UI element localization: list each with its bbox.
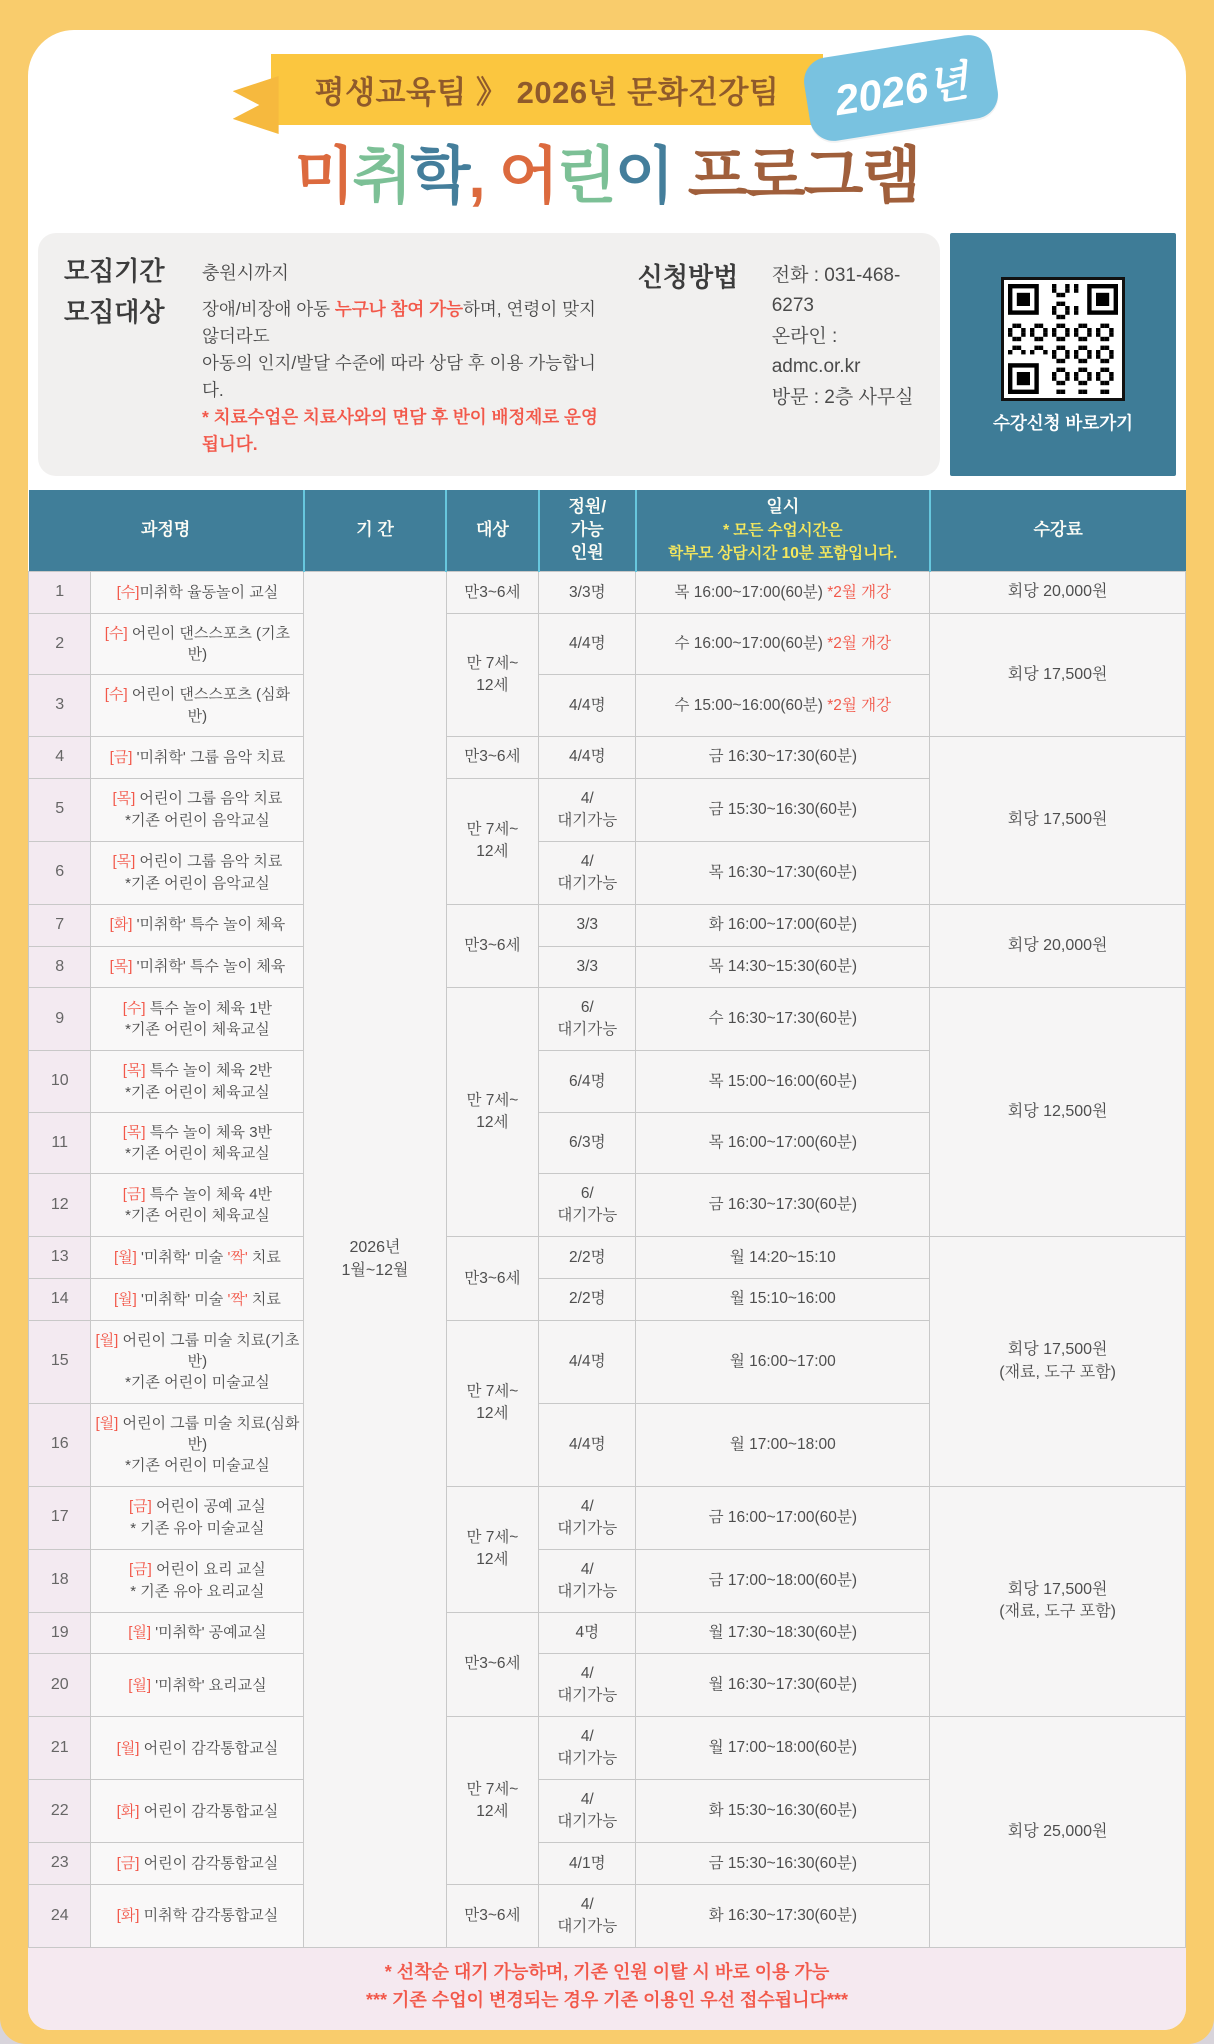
capacity-cell: 4/ 대기가능 — [539, 1885, 636, 1948]
footer-note — [28, 1948, 1186, 2030]
recruit-period-value: 충원시까지 — [202, 263, 289, 284]
schedule-time-cell: 월 16:30~17:30(60분) — [636, 1654, 930, 1717]
row-number-cell: 11 — [29, 1112, 91, 1174]
schedule-time-cell: 목 14:30~15:30(60분) — [636, 946, 930, 988]
capacity-cell: 3/3 — [539, 904, 636, 946]
capacity-cell: 4/4명 — [539, 675, 636, 737]
course-name-cell: [월] 어린이 그룹 미술 치료(심화반) *기존 어린이 미술교실 — [91, 1403, 304, 1486]
target-cell: 만3~6세 — [446, 904, 539, 987]
schedule-time-cell: 수 16:00~17:00(60분) *2월 개강 — [636, 613, 930, 675]
course-name-cell: [금] 특수 놀이 체육 4반 *기존 어린이 체육교실 — [91, 1174, 304, 1237]
target-cell: 만 7세~ 12세 — [446, 988, 539, 1237]
course-name-cell: [금] 어린이 공예 교실 * 기존 유아 미술교실 — [91, 1486, 304, 1549]
fee-cell: 회당 17,500원 — [930, 737, 1186, 905]
schedule-time-cell: 월 17:30~18:30(60분) — [636, 1612, 930, 1654]
target-cell: 만3~6세 — [446, 572, 539, 614]
table-row — [29, 1237, 1186, 1279]
capacity-cell: 4/ 대기가능 — [539, 1549, 636, 1612]
apply-method-lines: 전화 : 031-468-6273 온라인 : admc.or.kr 방문 : 2층 사무실 — [771, 265, 914, 408]
row-number-cell: 5 — [29, 778, 91, 841]
course-name-cell: [금] 어린이 감각통합교실 — [91, 1843, 304, 1885]
fee-cell: 회당 12,500원 — [930, 988, 1186, 1237]
row-number-cell: 13 — [29, 1237, 91, 1279]
content-card — [28, 30, 1186, 2030]
course-name-cell: [월] '미취학' 미술 '짝' 치료 — [91, 1237, 304, 1279]
row-number-cell: 24 — [29, 1885, 91, 1948]
schedule-time-cell: 월 14:20~15:10 — [636, 1237, 930, 1279]
schedule-time-cell: 금 17:00~18:00(60분) — [636, 1549, 930, 1612]
row-number-cell: 7 — [29, 904, 91, 946]
footer-note-line: *** 기존 수업이 변경되는 경우 기존 이용인 우선 접수됩니다*** — [366, 1989, 848, 2010]
row-number-cell: 20 — [29, 1654, 91, 1717]
course-name-cell: [목] 어린이 그룹 음악 치료 *기존 어린이 음악교실 — [91, 778, 304, 841]
schedule-time-cell: 목 16:30~17:30(60분) — [636, 841, 930, 904]
schedule-time-cell: 월 16:00~17:00 — [636, 1320, 930, 1403]
table-body — [29, 572, 1186, 1948]
capacity-cell: 2/2명 — [539, 1237, 636, 1279]
capacity-cell: 6/3명 — [539, 1112, 636, 1174]
course-name-cell: [월] 어린이 그룹 미술 치료(기초반) *기존 어린이 미술교실 — [91, 1320, 304, 1403]
capacity-cell: 4/ 대기가능 — [539, 1486, 636, 1549]
table-row — [29, 1717, 1186, 1780]
schedule-time-cell: 금 16:30~17:30(60분) — [636, 1174, 930, 1237]
capacity-cell: 3/3명 — [539, 572, 636, 614]
schedule-time-cell: 월 17:00~18:00 — [636, 1403, 930, 1486]
row-number-cell: 2 — [29, 613, 91, 675]
target-cell: 만3~6세 — [446, 737, 539, 779]
capacity-cell: 4/ 대기가능 — [539, 1780, 636, 1843]
header-cell-datetime: 일시 * 모든 수업시간은 학부모 상담시간 10분 포함입니다. — [636, 490, 930, 571]
table-row — [29, 613, 1186, 675]
course-name-cell: [수] 특수 놀이 체육 1반 *기존 어린이 체육교실 — [91, 988, 304, 1051]
period-cell: 2026년 1월~12월 — [304, 572, 446, 1948]
header-cell-target: 대상 — [446, 490, 539, 571]
course-name-cell: [금] '미취학' 그룹 음악 치료 — [91, 737, 304, 779]
row-number-cell: 12 — [29, 1174, 91, 1237]
capacity-cell: 4/4명 — [539, 613, 636, 675]
row-number-cell: 1 — [29, 572, 91, 614]
capacity-cell: 4/ 대기가능 — [539, 841, 636, 904]
row-number-cell: 16 — [29, 1403, 91, 1486]
row-number-cell: 8 — [29, 946, 91, 988]
fee-cell: 회당 17,500원 — [930, 613, 1186, 736]
schedule-time-cell: 월 15:10~16:00 — [636, 1279, 930, 1321]
course-name-cell: [화] 미취학 감각통합교실 — [91, 1885, 304, 1948]
row-number-cell: 18 — [29, 1549, 91, 1612]
recruit-info — [64, 255, 612, 458]
row-number-cell: 4 — [29, 737, 91, 779]
target-cell: 만 7세~ 12세 — [446, 1717, 539, 1885]
year-badge: 2026년 — [801, 32, 1002, 145]
capacity-cell: 4/ 대기가능 — [539, 1717, 636, 1780]
course-name-cell: [목] '미취학' 특수 놀이 체육 — [91, 946, 304, 988]
row-number-cell: 10 — [29, 1051, 91, 1113]
capacity-cell: 4/ 대기가능 — [539, 1654, 636, 1717]
schedule-time-cell: 금 16:30~17:30(60분) — [636, 737, 930, 779]
header-cell-course: 과정명 — [29, 490, 304, 571]
table-row — [29, 988, 1186, 1051]
table-row — [29, 1486, 1186, 1549]
fee-cell: 회당 20,000원 — [930, 572, 1186, 614]
fee-cell: 회당 17,500원 (재료, 도구 포함) — [930, 1237, 1186, 1486]
row-number-cell: 15 — [29, 1320, 91, 1403]
apply-info — [638, 255, 914, 458]
course-name-cell: [목] 어린이 그룹 음악 치료 *기존 어린이 음악교실 — [91, 841, 304, 904]
recruit-period-row — [64, 255, 612, 288]
target-cell: 만 7세~ 12세 — [446, 613, 539, 736]
course-name-cell: [화] 어린이 감각통합교실 — [91, 1780, 304, 1843]
course-name-cell: [월] '미취학' 공예교실 — [91, 1612, 304, 1654]
ribbon-text: 평생교육팀 》 2026년 문화건강팀 — [314, 75, 780, 110]
header-cell-fee: 수강료 — [930, 490, 1186, 571]
row-number-cell: 14 — [29, 1279, 91, 1321]
header-cell-period: 기 간 — [304, 490, 446, 571]
schedule-time-cell: 목 16:00~17:00(60분) — [636, 1112, 930, 1174]
qr-panel[interactable] — [950, 233, 1176, 476]
target-cell: 만 7세~ 12세 — [446, 778, 539, 904]
recruit-target-row — [64, 296, 612, 459]
fee-cell: 회당 17,500원 (재료, 도구 포함) — [930, 1486, 1186, 1717]
info-panel — [38, 233, 940, 476]
schedule-time-cell: 금 16:00~17:00(60분) — [636, 1486, 930, 1549]
footer-note-line: * 선착순 대기 가능하며, 기존 인원 이탈 시 바로 이용 가능 — [384, 1962, 830, 1983]
capacity-cell: 4/ 대기가능 — [539, 778, 636, 841]
row-number-cell: 17 — [29, 1486, 91, 1549]
target-cell: 만3~6세 — [446, 1612, 539, 1717]
course-name-cell: [월] '미취학' 미술 '짝' 치료 — [91, 1279, 304, 1321]
target-cell: 만 7세~ 12세 — [446, 1486, 539, 1612]
page-title: 미취학, 어린이 프로그램 — [294, 142, 920, 211]
schedule-time-cell: 수 16:30~17:30(60분) — [636, 988, 930, 1051]
capacity-cell: 3/3 — [539, 946, 636, 988]
schedule-time-cell: 수 15:00~16:00(60분) *2월 개강 — [636, 675, 930, 737]
course-name-cell: [목] 특수 놀이 체육 3반 *기존 어린이 체육교실 — [91, 1112, 304, 1174]
table-row — [29, 737, 1186, 779]
header-cell-capacity: 정원/ 가능 인원 — [539, 490, 636, 571]
row-number-cell: 3 — [29, 675, 91, 737]
course-name-cell: [목] 특수 놀이 체육 2반 *기존 어린이 체육교실 — [91, 1051, 304, 1113]
row-number-cell: 6 — [29, 841, 91, 904]
table-head — [29, 490, 1186, 571]
course-name-cell: [수]미취학 율동놀이 교실 — [91, 572, 304, 614]
capacity-cell: 4/4명 — [539, 737, 636, 779]
capacity-cell: 4/1명 — [539, 1843, 636, 1885]
course-name-cell: [월] '미취학' 요리교실 — [91, 1654, 304, 1717]
schedule-time-cell: 목 16:00~17:00(60분) *2월 개강 — [636, 572, 930, 614]
schedule-table — [28, 490, 1186, 1948]
schedule-time-cell: 화 15:30~16:30(60분) — [636, 1780, 930, 1843]
qr-code — [1001, 277, 1125, 401]
capacity-cell: 6/ 대기가능 — [539, 1174, 636, 1237]
capacity-cell: 6/ 대기가능 — [539, 988, 636, 1051]
schedule-time-cell: 화 16:30~17:30(60분) — [636, 1885, 930, 1948]
row-number-cell: 19 — [29, 1612, 91, 1654]
course-name-cell: [금] 어린이 요리 교실 * 기존 유아 요리교실 — [91, 1549, 304, 1612]
target-cell: 만3~6세 — [446, 1885, 539, 1948]
recruit-target-text: 장애/비장애 아동 누구나 참여 가능하며, 연령이 맞지 않더라도 아동의 인지/발달 수준에 따라 상담 후 이용 가능합니다. * 치료수업은 치료사와의 면담 후 반이 배정제로 운영됩니다. — [202, 298, 598, 455]
capacity-cell: 4/4명 — [539, 1320, 636, 1403]
course-name-cell: [수] 어린이 댄스스포츠 (기초반) — [91, 613, 304, 675]
header-banner — [28, 44, 1186, 140]
schedule-time-cell: 목 15:00~16:00(60분) — [636, 1051, 930, 1113]
qr-caption: 수강신청 바로가기 — [992, 412, 1134, 433]
recruit-period-label: 모집기간 — [64, 256, 165, 287]
capacity-cell: 4명 — [539, 1612, 636, 1654]
info-row — [38, 233, 1176, 476]
ribbon-banner — [271, 54, 824, 125]
apply-method-label: 신청방법 — [637, 262, 739, 293]
row-number-cell: 23 — [29, 1843, 91, 1885]
capacity-cell: 6/4명 — [539, 1051, 636, 1113]
row-number-cell: 22 — [29, 1780, 91, 1843]
schedule-time-cell: 월 17:00~18:00(60분) — [636, 1717, 930, 1780]
schedule-time-cell: 금 15:30~16:30(60분) — [636, 778, 930, 841]
row-number-cell: 21 — [29, 1717, 91, 1780]
target-cell: 만 7세~ 12세 — [446, 1320, 539, 1486]
schedule-time-cell: 금 15:30~16:30(60분) — [636, 1843, 930, 1885]
target-cell: 만3~6세 — [446, 1237, 539, 1320]
header-row — [29, 490, 1186, 571]
capacity-cell: 4/4명 — [539, 1403, 636, 1486]
capacity-cell: 2/2명 — [539, 1279, 636, 1321]
fee-cell: 회당 20,000원 — [930, 904, 1186, 987]
schedule-time-cell: 화 16:00~17:00(60분) — [636, 904, 930, 946]
course-name-cell: [화] '미취학' 특수 놀이 체육 — [91, 904, 304, 946]
recruit-target-label: 모집대상 — [64, 296, 165, 327]
table-row — [29, 904, 1186, 946]
course-name-cell: [월] 어린이 감각통합교실 — [91, 1717, 304, 1780]
row-number-cell: 9 — [29, 988, 91, 1051]
course-name-cell: [수] 어린이 댄스스포츠 (심화반) — [91, 675, 304, 737]
ribbon-tail-icon — [233, 76, 279, 134]
table-row — [29, 572, 1186, 614]
fee-cell: 회당 25,000원 — [930, 1717, 1186, 1948]
